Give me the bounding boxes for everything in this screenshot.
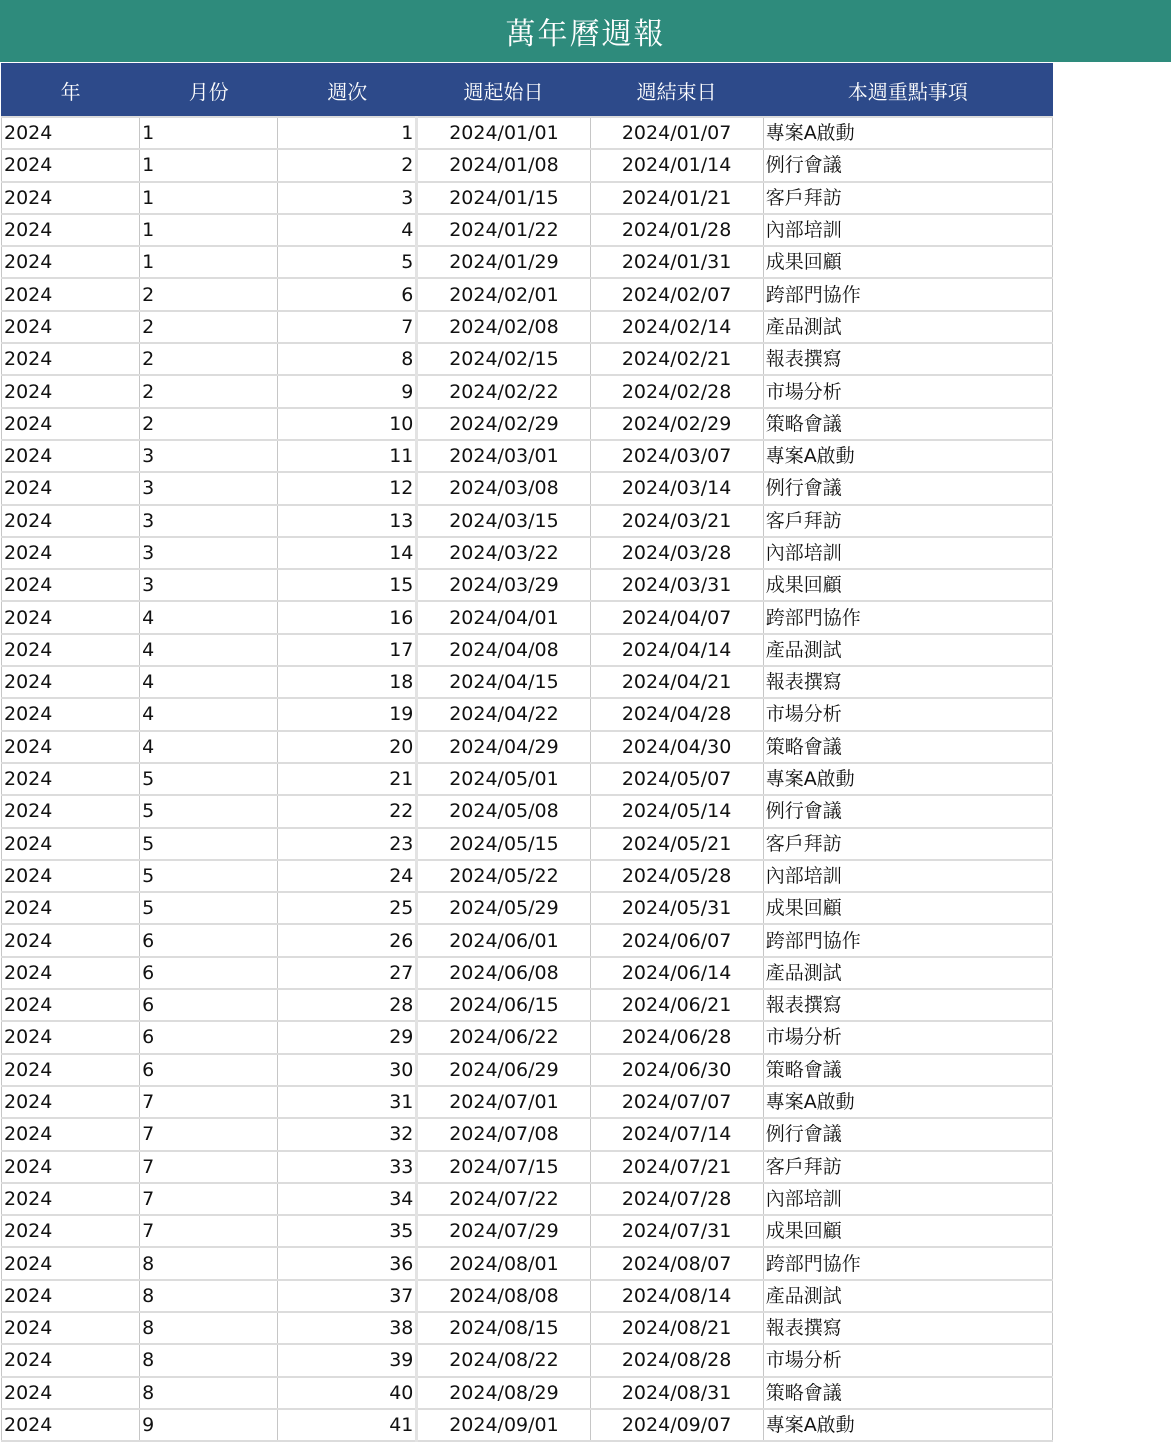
cell-start-date[interactable]: 2024/02/15 [417, 343, 590, 375]
cell-key-item[interactable]: 產品測試 [763, 957, 1052, 989]
table-row [2, 117, 1053, 149]
table-row [2, 1086, 1053, 1118]
cell-year[interactable]: 2024 [2, 989, 140, 1021]
cell-start-date[interactable]: 2024/03/15 [417, 505, 590, 537]
cell-key-item[interactable]: 策略會議 [763, 1054, 1052, 1086]
cell-end-date[interactable]: 2024/01/31 [590, 246, 763, 278]
table-row [2, 1247, 1053, 1279]
cell-end-date[interactable]: 2024/08/07 [590, 1247, 763, 1279]
cell-month[interactable]: 6 [140, 1021, 278, 1053]
cell-key-item[interactable]: 例行會議 [763, 795, 1052, 827]
cell-key-item[interactable]: 例行會議 [763, 472, 1052, 504]
cell-end-date[interactable]: 2024/05/28 [590, 860, 763, 892]
cell-week[interactable]: 1 [278, 117, 417, 149]
cell-start-date[interactable]: 2024/04/22 [417, 698, 590, 730]
cell-year[interactable]: 2024 [2, 408, 140, 440]
cell-month[interactable]: 3 [140, 472, 278, 504]
table-row [2, 311, 1053, 343]
table-row [2, 246, 1053, 278]
cell-end-date[interactable]: 2024/06/14 [590, 957, 763, 989]
cell-start-date[interactable]: 2024/05/01 [417, 763, 590, 795]
cell-end-date[interactable]: 2024/05/07 [590, 763, 763, 795]
cell-key-item[interactable]: 成果回顧 [763, 1215, 1052, 1247]
table-row [2, 1151, 1053, 1183]
cell-month[interactable]: 2 [140, 278, 278, 310]
cell-key-item[interactable]: 報表撰寫 [763, 343, 1052, 375]
cell-end-date[interactable]: 2024/02/21 [590, 343, 763, 375]
table-row [2, 182, 1053, 214]
cell-week[interactable]: 32 [278, 1118, 417, 1150]
table-row [2, 1183, 1053, 1215]
cell-start-date[interactable]: 2024/06/01 [417, 924, 590, 956]
cell-year[interactable]: 2024 [2, 1312, 140, 1344]
cell-key-item[interactable]: 內部培訓 [763, 860, 1052, 892]
cell-end-date[interactable]: 2024/07/14 [590, 1118, 763, 1150]
cell-end-date[interactable]: 2024/04/07 [590, 601, 763, 633]
cell-key-item[interactable]: 市場分析 [763, 1021, 1052, 1053]
cell-year[interactable]: 2024 [2, 1054, 140, 1086]
cell-key-item[interactable]: 產品測試 [763, 1280, 1052, 1312]
cell-week[interactable]: 14 [278, 537, 417, 569]
cell-start-date[interactable]: 2024/05/29 [417, 892, 590, 924]
table-row [2, 634, 1053, 666]
cell-start-date[interactable]: 2024/01/08 [417, 149, 590, 181]
cell-month[interactable]: 2 [140, 343, 278, 375]
cell-week[interactable]: 17 [278, 634, 417, 666]
weekly-report-table [1, 63, 1053, 1442]
cell-start-date[interactable]: 2024/06/29 [417, 1054, 590, 1086]
cell-week[interactable]: 11 [278, 440, 417, 472]
cell-year[interactable]: 2024 [2, 1086, 140, 1118]
cell-end-date[interactable]: 2024/03/07 [590, 440, 763, 472]
cell-year[interactable]: 2024 [2, 1247, 140, 1279]
cell-month[interactable]: 3 [140, 440, 278, 472]
cell-end-date[interactable]: 2024/04/14 [590, 634, 763, 666]
cell-end-date[interactable]: 2024/04/30 [590, 731, 763, 763]
cell-month[interactable]: 9 [140, 1409, 278, 1441]
cell-week[interactable]: 4 [278, 214, 417, 246]
column-header-year[interactable]: 年 [2, 64, 140, 118]
cell-week[interactable]: 10 [278, 408, 417, 440]
cell-start-date[interactable]: 2024/01/22 [417, 214, 590, 246]
cell-key-item[interactable]: 例行會議 [763, 149, 1052, 181]
cell-week[interactable]: 36 [278, 1247, 417, 1279]
cell-end-date[interactable]: 2024/09/07 [590, 1409, 763, 1441]
cell-year[interactable]: 2024 [2, 763, 140, 795]
cell-start-date[interactable]: 2024/02/29 [417, 408, 590, 440]
cell-key-item[interactable]: 例行會議 [763, 1118, 1052, 1150]
cell-year[interactable]: 2024 [2, 472, 140, 504]
cell-week[interactable]: 28 [278, 989, 417, 1021]
cell-week[interactable]: 5 [278, 246, 417, 278]
cell-year[interactable]: 2024 [2, 828, 140, 860]
cell-week[interactable]: 35 [278, 1215, 417, 1247]
cell-key-item[interactable]: 市場分析 [763, 375, 1052, 407]
cell-end-date[interactable]: 2024/07/07 [590, 1086, 763, 1118]
cell-week[interactable]: 20 [278, 731, 417, 763]
cell-month[interactable]: 3 [140, 537, 278, 569]
cell-year[interactable]: 2024 [2, 1377, 140, 1409]
cell-start-date[interactable]: 2024/07/08 [417, 1118, 590, 1150]
cell-start-date[interactable]: 2024/08/22 [417, 1344, 590, 1376]
cell-month[interactable]: 8 [140, 1280, 278, 1312]
cell-year[interactable]: 2024 [2, 246, 140, 278]
column-header-start-date[interactable]: 週起始日 [417, 64, 590, 118]
cell-week[interactable]: 18 [278, 666, 417, 698]
cell-start-date[interactable]: 2024/05/22 [417, 860, 590, 892]
cell-month[interactable]: 5 [140, 828, 278, 860]
cell-year[interactable]: 2024 [2, 569, 140, 601]
cell-month[interactable]: 8 [140, 1344, 278, 1376]
cell-end-date[interactable]: 2024/01/21 [590, 182, 763, 214]
cell-year[interactable]: 2024 [2, 1215, 140, 1247]
cell-year[interactable]: 2024 [2, 1118, 140, 1150]
cell-start-date[interactable]: 2024/06/08 [417, 957, 590, 989]
cell-year[interactable]: 2024 [2, 666, 140, 698]
cell-year[interactable]: 2024 [2, 182, 140, 214]
cell-year[interactable]: 2024 [2, 731, 140, 763]
cell-year[interactable]: 2024 [2, 214, 140, 246]
table-row [2, 698, 1053, 730]
table-row [2, 278, 1053, 310]
cell-week[interactable]: 24 [278, 860, 417, 892]
table-row [2, 408, 1053, 440]
table-row [2, 892, 1053, 924]
cell-key-item[interactable]: 產品測試 [763, 311, 1052, 343]
sheet-title: 萬年曆週報 [0, 0, 1171, 62]
cell-month[interactable]: 8 [140, 1377, 278, 1409]
cell-month[interactable]: 4 [140, 698, 278, 730]
cell-key-item[interactable]: 策略會議 [763, 731, 1052, 763]
cell-key-item[interactable]: 跨部門協作 [763, 1247, 1052, 1279]
cell-start-date[interactable]: 2024/03/29 [417, 569, 590, 601]
cell-start-date[interactable]: 2024/07/29 [417, 1215, 590, 1247]
cell-month[interactable]: 5 [140, 892, 278, 924]
cell-month[interactable]: 1 [140, 117, 278, 149]
cell-month[interactable]: 7 [140, 1215, 278, 1247]
cell-year[interactable]: 2024 [2, 343, 140, 375]
cell-week[interactable]: 37 [278, 1280, 417, 1312]
cell-year[interactable]: 2024 [2, 505, 140, 537]
cell-month[interactable]: 4 [140, 601, 278, 633]
table-row [2, 1021, 1053, 1053]
cell-key-item[interactable]: 市場分析 [763, 698, 1052, 730]
table-row [2, 472, 1053, 504]
table-row [2, 1344, 1053, 1376]
cell-key-item[interactable]: 成果回顧 [763, 569, 1052, 601]
cell-end-date[interactable]: 2024/07/21 [590, 1151, 763, 1183]
table-row [2, 214, 1053, 246]
cell-year[interactable]: 2024 [2, 634, 140, 666]
cell-week[interactable]: 34 [278, 1183, 417, 1215]
table-row [2, 1409, 1053, 1441]
cell-year[interactable]: 2024 [2, 860, 140, 892]
cell-start-date[interactable]: 2024/08/15 [417, 1312, 590, 1344]
cell-key-item[interactable]: 專案A啟動 [763, 117, 1052, 149]
table-row [2, 666, 1053, 698]
cell-week[interactable]: 33 [278, 1151, 417, 1183]
cell-end-date[interactable]: 2024/06/30 [590, 1054, 763, 1086]
cell-end-date[interactable]: 2024/04/28 [590, 698, 763, 730]
cell-start-date[interactable]: 2024/04/01 [417, 601, 590, 633]
table-row [2, 828, 1053, 860]
cell-end-date[interactable]: 2024/03/28 [590, 537, 763, 569]
table-row [2, 537, 1053, 569]
cell-key-item[interactable]: 產品測試 [763, 634, 1052, 666]
cell-end-date[interactable]: 2024/02/07 [590, 278, 763, 310]
cell-start-date[interactable]: 2024/07/01 [417, 1086, 590, 1118]
cell-key-item[interactable]: 策略會議 [763, 1377, 1052, 1409]
cell-week[interactable]: 8 [278, 343, 417, 375]
cell-month[interactable]: 6 [140, 1054, 278, 1086]
cell-start-date[interactable]: 2024/04/29 [417, 731, 590, 763]
cell-end-date[interactable]: 2024/08/14 [590, 1280, 763, 1312]
cell-year[interactable]: 2024 [2, 924, 140, 956]
cell-key-item[interactable]: 內部培訓 [763, 1183, 1052, 1215]
cell-week[interactable]: 15 [278, 569, 417, 601]
cell-week[interactable]: 2 [278, 149, 417, 181]
cell-end-date[interactable]: 2024/06/21 [590, 989, 763, 1021]
cell-year[interactable]: 2024 [2, 892, 140, 924]
cell-month[interactable]: 1 [140, 149, 278, 181]
cell-key-item[interactable]: 策略會議 [763, 408, 1052, 440]
cell-month[interactable]: 8 [140, 1247, 278, 1279]
cell-end-date[interactable]: 2024/07/31 [590, 1215, 763, 1247]
cell-month[interactable]: 2 [140, 375, 278, 407]
table-row [2, 569, 1053, 601]
table-row [2, 1280, 1053, 1312]
table-row [2, 763, 1053, 795]
cell-month[interactable]: 4 [140, 634, 278, 666]
cell-week[interactable]: 16 [278, 601, 417, 633]
table-row [2, 860, 1053, 892]
cell-key-item[interactable]: 客戶拜訪 [763, 1151, 1052, 1183]
cell-end-date[interactable]: 2024/04/21 [590, 666, 763, 698]
cell-week[interactable]: 27 [278, 957, 417, 989]
cell-month[interactable]: 5 [140, 763, 278, 795]
cell-end-date[interactable]: 2024/08/21 [590, 1312, 763, 1344]
cell-key-item[interactable]: 專案A啟動 [763, 1409, 1052, 1441]
cell-year[interactable]: 2024 [2, 375, 140, 407]
table-row [2, 505, 1053, 537]
cell-key-item[interactable]: 成果回顧 [763, 246, 1052, 278]
cell-year[interactable]: 2024 [2, 537, 140, 569]
cell-start-date[interactable]: 2024/02/01 [417, 278, 590, 310]
cell-month[interactable]: 5 [140, 795, 278, 827]
cell-start-date[interactable]: 2024/09/01 [417, 1409, 590, 1441]
cell-end-date[interactable]: 2024/07/28 [590, 1183, 763, 1215]
table-row [2, 1054, 1053, 1086]
cell-key-item[interactable]: 專案A啟動 [763, 763, 1052, 795]
cell-year[interactable]: 2024 [2, 1021, 140, 1053]
table-row [2, 149, 1053, 181]
cell-month[interactable]: 4 [140, 666, 278, 698]
table-row [2, 1118, 1053, 1150]
table-row [2, 1377, 1053, 1409]
cell-month[interactable]: 7 [140, 1118, 278, 1150]
cell-year[interactable]: 2024 [2, 957, 140, 989]
column-header-week[interactable]: 週次 [278, 64, 417, 118]
cell-start-date[interactable]: 2024/05/15 [417, 828, 590, 860]
cell-end-date[interactable]: 2024/08/31 [590, 1377, 763, 1409]
table-row [2, 375, 1053, 407]
cell-key-item[interactable]: 客戶拜訪 [763, 828, 1052, 860]
cell-key-item[interactable]: 客戶拜訪 [763, 505, 1052, 537]
cell-start-date[interactable]: 2024/05/08 [417, 795, 590, 827]
cell-start-date[interactable]: 2024/02/22 [417, 375, 590, 407]
table-row [2, 601, 1053, 633]
cell-start-date[interactable]: 2024/03/08 [417, 472, 590, 504]
cell-end-date[interactable]: 2024/03/14 [590, 472, 763, 504]
cell-week[interactable]: 41 [278, 1409, 417, 1441]
cell-end-date[interactable]: 2024/06/28 [590, 1021, 763, 1053]
cell-end-date[interactable]: 2024/01/14 [590, 149, 763, 181]
table-row [2, 1312, 1053, 1344]
cell-start-date[interactable]: 2024/03/01 [417, 440, 590, 472]
cell-month[interactable]: 3 [140, 569, 278, 601]
cell-week[interactable]: 30 [278, 1054, 417, 1086]
cell-start-date[interactable]: 2024/02/08 [417, 311, 590, 343]
cell-week[interactable]: 12 [278, 472, 417, 504]
cell-year[interactable]: 2024 [2, 698, 140, 730]
cell-start-date[interactable]: 2024/04/15 [417, 666, 590, 698]
table-row [2, 924, 1053, 956]
cell-start-date[interactable]: 2024/01/15 [417, 182, 590, 214]
cell-key-item[interactable]: 專案A啟動 [763, 440, 1052, 472]
cell-week[interactable]: 21 [278, 763, 417, 795]
cell-week[interactable]: 26 [278, 924, 417, 956]
cell-key-item[interactable]: 市場分析 [763, 1344, 1052, 1376]
cell-key-item[interactable]: 客戶拜訪 [763, 182, 1052, 214]
cell-week[interactable]: 7 [278, 311, 417, 343]
cell-month[interactable]: 4 [140, 731, 278, 763]
cell-month[interactable]: 6 [140, 989, 278, 1021]
cell-year[interactable]: 2024 [2, 601, 140, 633]
cell-key-item[interactable]: 跨部門協作 [763, 601, 1052, 633]
cell-month[interactable]: 2 [140, 311, 278, 343]
cell-end-date[interactable]: 2024/06/07 [590, 924, 763, 956]
cell-end-date[interactable]: 2024/03/31 [590, 569, 763, 601]
cell-week[interactable]: 38 [278, 1312, 417, 1344]
cell-month[interactable]: 7 [140, 1086, 278, 1118]
table-row [2, 440, 1053, 472]
table-row [2, 989, 1053, 1021]
cell-start-date[interactable]: 2024/08/08 [417, 1280, 590, 1312]
cell-week[interactable]: 13 [278, 505, 417, 537]
cell-start-date[interactable]: 2024/01/01 [417, 117, 590, 149]
cell-year[interactable]: 2024 [2, 1409, 140, 1441]
cell-key-item[interactable]: 成果回顧 [763, 892, 1052, 924]
cell-key-item[interactable]: 內部培訓 [763, 537, 1052, 569]
cell-start-date[interactable]: 2024/07/22 [417, 1183, 590, 1215]
cell-key-item[interactable]: 跨部門協作 [763, 924, 1052, 956]
cell-month[interactable]: 7 [140, 1183, 278, 1215]
cell-year[interactable]: 2024 [2, 311, 140, 343]
cell-end-date[interactable]: 2024/02/29 [590, 408, 763, 440]
cell-key-item[interactable]: 專案A啟動 [763, 1086, 1052, 1118]
cell-start-date[interactable]: 2024/06/22 [417, 1021, 590, 1053]
cell-year[interactable]: 2024 [2, 149, 140, 181]
cell-end-date[interactable]: 2024/05/14 [590, 795, 763, 827]
cell-year[interactable]: 2024 [2, 1151, 140, 1183]
cell-end-date[interactable]: 2024/01/28 [590, 214, 763, 246]
cell-start-date[interactable]: 2024/08/29 [417, 1377, 590, 1409]
table-row [2, 731, 1053, 763]
cell-year[interactable]: 2024 [2, 1280, 140, 1312]
cell-week[interactable]: 40 [278, 1377, 417, 1409]
cell-month[interactable]: 6 [140, 924, 278, 956]
cell-week[interactable]: 31 [278, 1086, 417, 1118]
column-header-month[interactable]: 月份 [140, 64, 278, 118]
cell-week[interactable]: 6 [278, 278, 417, 310]
cell-start-date[interactable]: 2024/06/15 [417, 989, 590, 1021]
cell-month[interactable]: 8 [140, 1312, 278, 1344]
cell-end-date[interactable]: 2024/08/28 [590, 1344, 763, 1376]
cell-week[interactable]: 23 [278, 828, 417, 860]
cell-month[interactable]: 2 [140, 408, 278, 440]
cell-end-date[interactable]: 2024/02/28 [590, 375, 763, 407]
cell-week[interactable]: 29 [278, 1021, 417, 1053]
cell-month[interactable]: 6 [140, 957, 278, 989]
cell-key-item[interactable]: 跨部門協作 [763, 278, 1052, 310]
cell-week[interactable]: 39 [278, 1344, 417, 1376]
cell-month[interactable]: 1 [140, 214, 278, 246]
cell-week[interactable]: 19 [278, 698, 417, 730]
cell-key-item[interactable]: 報表撰寫 [763, 989, 1052, 1021]
cell-key-item[interactable]: 報表撰寫 [763, 1312, 1052, 1344]
cell-key-item[interactable]: 內部培訓 [763, 214, 1052, 246]
cell-year[interactable]: 2024 [2, 117, 140, 149]
cell-year[interactable]: 2024 [2, 440, 140, 472]
cell-month[interactable]: 1 [140, 182, 278, 214]
cell-year[interactable]: 2024 [2, 278, 140, 310]
table-row [2, 1215, 1053, 1247]
cell-year[interactable]: 2024 [2, 795, 140, 827]
cell-week[interactable]: 22 [278, 795, 417, 827]
table-row [2, 795, 1053, 827]
cell-start-date[interactable]: 2024/08/01 [417, 1247, 590, 1279]
table-body [2, 117, 1053, 1441]
cell-month[interactable]: 1 [140, 246, 278, 278]
cell-month[interactable]: 7 [140, 1151, 278, 1183]
cell-start-date[interactable]: 2024/01/29 [417, 246, 590, 278]
cell-year[interactable]: 2024 [2, 1183, 140, 1215]
cell-week[interactable]: 3 [278, 182, 417, 214]
cell-week[interactable]: 9 [278, 375, 417, 407]
cell-start-date[interactable]: 2024/07/15 [417, 1151, 590, 1183]
column-header-end-date[interactable]: 週結束日 [590, 64, 763, 118]
header-row [2, 64, 1053, 118]
cell-end-date[interactable]: 2024/02/14 [590, 311, 763, 343]
cell-key-item[interactable]: 報表撰寫 [763, 666, 1052, 698]
table-row [2, 343, 1053, 375]
cell-end-date[interactable]: 2024/05/21 [590, 828, 763, 860]
cell-start-date[interactable]: 2024/04/08 [417, 634, 590, 666]
column-header-key-item[interactable]: 本週重點事項 [763, 64, 1052, 118]
table-row [2, 957, 1053, 989]
cell-end-date[interactable]: 2024/05/31 [590, 892, 763, 924]
cell-month[interactable]: 3 [140, 505, 278, 537]
cell-month[interactable]: 5 [140, 860, 278, 892]
cell-start-date[interactable]: 2024/03/22 [417, 537, 590, 569]
cell-end-date[interactable]: 2024/01/07 [590, 117, 763, 149]
cell-week[interactable]: 25 [278, 892, 417, 924]
cell-end-date[interactable]: 2024/03/21 [590, 505, 763, 537]
cell-year[interactable]: 2024 [2, 1344, 140, 1376]
